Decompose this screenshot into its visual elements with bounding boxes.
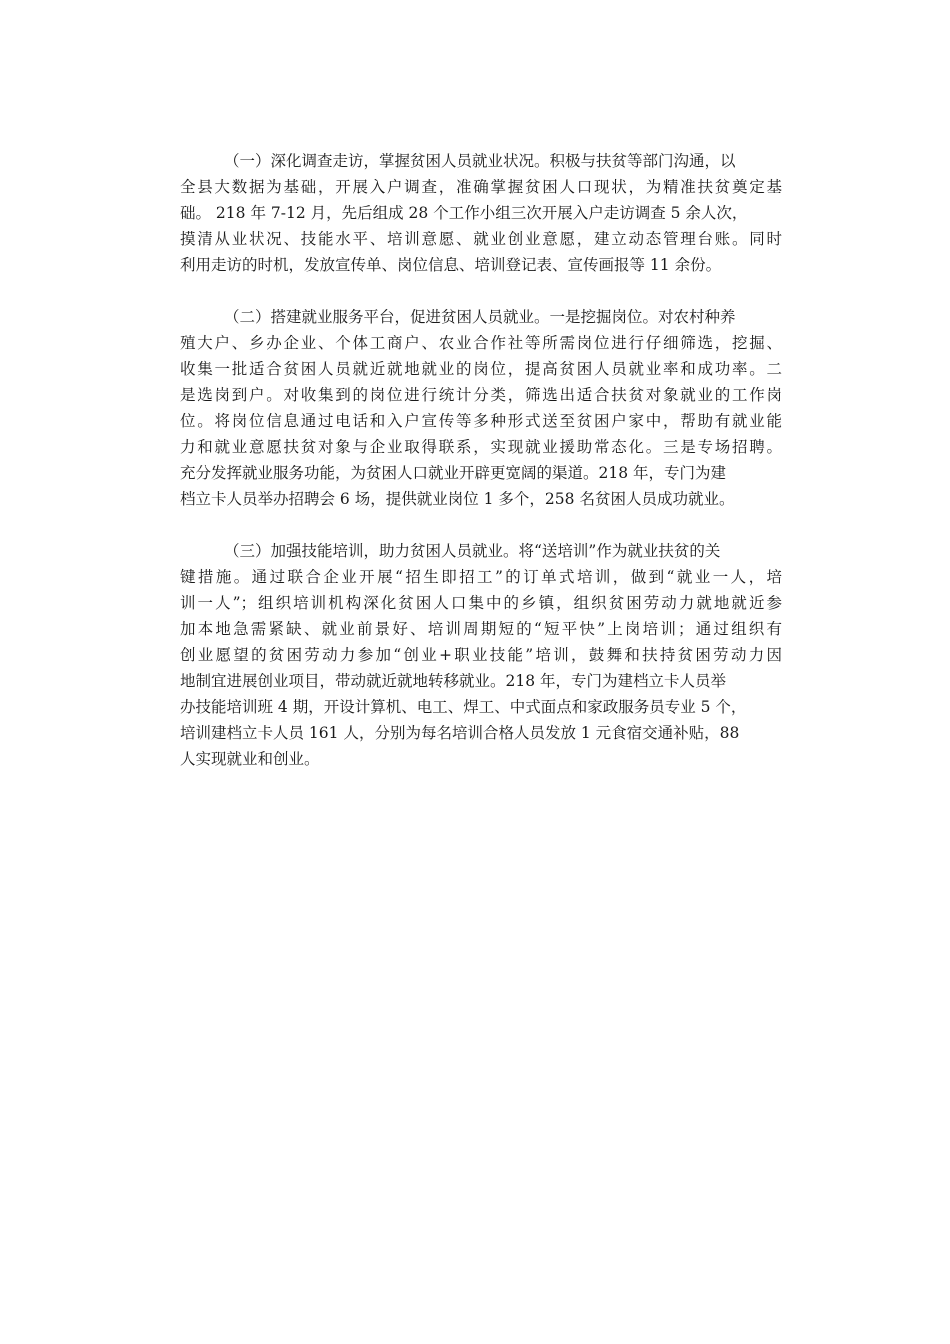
paragraph-3 bbox=[180, 538, 782, 772]
paragraph-line: 收集一批适合贫困人员就近就地就业的岗位，提高贫困人员就业率和成功率。二 bbox=[180, 360, 782, 378]
document-body bbox=[180, 148, 782, 798]
paragraph-line: 创业愿望的贫困劳动力参加“创业+职业技能”培训，鼓舞和扶持贫困劳动力因 bbox=[180, 646, 782, 664]
paragraph-line: 人实现就业和创业。 bbox=[180, 750, 320, 768]
paragraph-line: （一）深化调查走访，掌握贫困人员就业状况。积极与扶贫等部门沟通，以 bbox=[224, 152, 736, 170]
paragraph-line: 是选岗到户。对收集到的岗位进行统计分类，筛选出适合扶贫对象就业的工作岗 bbox=[180, 386, 782, 404]
paragraph-line: 训一人”；组织培训机构深化贫困人口集中的乡镇，组织贫困劳动力就地就近参 bbox=[180, 594, 782, 612]
paragraph-line: 档立卡人员举办招聘会 6 场，提供就业岗位 1 多个，258 名贫困人员成功就业。 bbox=[180, 490, 735, 508]
paragraph-line: 摸清从业状况、技能水平、培训意愿、就业创业意愿，建立动态管理台账。同时 bbox=[180, 230, 782, 248]
paragraph-line: （三）加强技能培训，助力贫困人员就业。将“送培训”作为就业扶贫的关 bbox=[224, 542, 721, 560]
paragraph-line: 地制宜进展创业项目，带动就近就地转移就业。218 年，专门为建档立卡人员举 bbox=[180, 672, 727, 690]
paragraph-line: 键措施。通过联合企业开展“招生即招工”的订单式培训，做到“就业一人，培 bbox=[180, 568, 782, 586]
paragraph-line: 充分发挥就业服务功能，为贫困人口就业开辟更宽阔的渠道。218 年，专门为建 bbox=[180, 464, 727, 482]
paragraph-line: 力和就业意愿扶贫对象与企业取得联系，实现就业援助常态化。三是专场招聘。 bbox=[180, 438, 782, 456]
paragraph-line: 础。 218 年 7-12 月，先后组成 28 个工作小组三次开展入户走访调查 5 余人次， bbox=[180, 204, 748, 222]
paragraph-line: 培训建档立卡人员 161 人，分别为每名培训合格人员发放 1 元食宿交通补贴，88 bbox=[180, 724, 740, 742]
paragraph-2 bbox=[180, 304, 782, 512]
paragraph-1 bbox=[180, 148, 782, 278]
paragraph-line: 利用走访的时机，发放宣传单、岗位信息、培训登记表、宣传画报等 11 余份。 bbox=[180, 256, 722, 274]
paragraph-line: 全县大数据为基础，开展入户调查，准确掌握贫困人口现状，为精准扶贫奠定基 bbox=[180, 178, 782, 196]
paragraph-line: 加本地急需紧缺、就业前景好、培训周期短的“短平快”上岗培训；通过组织有 bbox=[180, 620, 782, 638]
paragraph-line: 办技能培训班 4 期，开设计算机、电工、焊工、中式面点和家政服务员专业 5 个， bbox=[180, 698, 747, 716]
paragraph-line: （二）搭建就业服务平台，促进贫困人员就业。一是挖掘岗位。对农村种养 bbox=[224, 308, 736, 326]
paragraph-line: 位。将岗位信息通过电话和入户宣传等多种形式送至贫困户家中，帮助有就业能 bbox=[180, 412, 782, 430]
paragraph-line: 殖大户、乡办企业、个体工商户、农业合作社等所需岗位进行仔细筛选，挖掘、 bbox=[180, 334, 782, 352]
